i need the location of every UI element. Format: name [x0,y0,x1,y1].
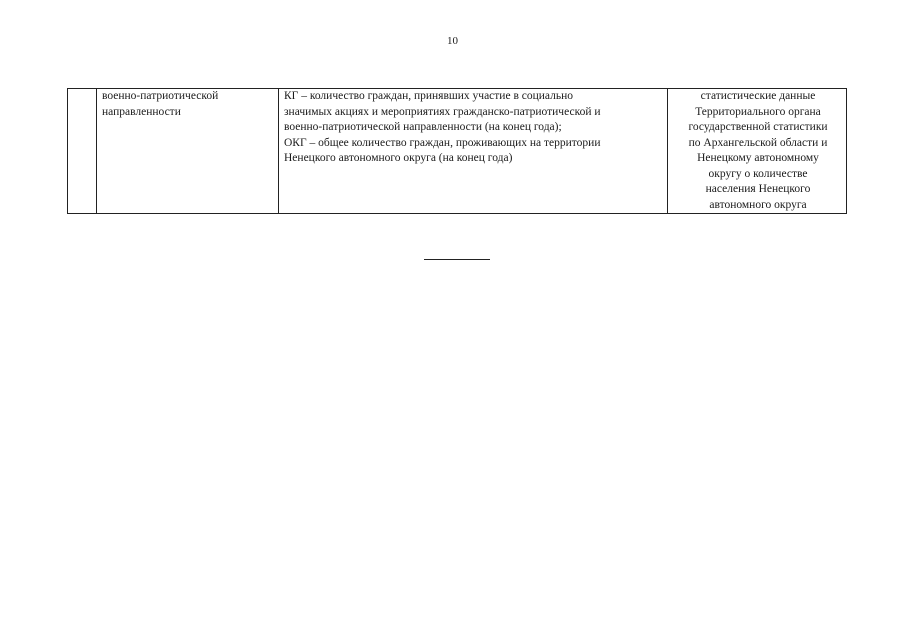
table-row [68,89,847,214]
formula-description: КГ – количество граждан, принявших участие в социально значимых акциях и мероприятиях гражданско-патриотической и военно-патриотической направленности (на конец года); ОКГ – общее количество граждан, проживающих на территории Ненецкого автономного округа (на конец года) [284,90,601,164]
indicator-table [67,88,847,214]
data-source: статистические данные Территориального органа государственной статистики по Архангельской области и Ненецкому автономному округу о количестве населения Ненецкого автономного округа [688,90,828,211]
formula-description-cell [279,89,668,214]
page-number: 10 [447,35,458,47]
end-of-document-rule [424,259,490,260]
indicator-name-cell [97,89,279,214]
row-number-cell [68,89,97,214]
data-source-cell [668,89,847,214]
indicator-name: военно-патриотической направленности [102,90,219,118]
